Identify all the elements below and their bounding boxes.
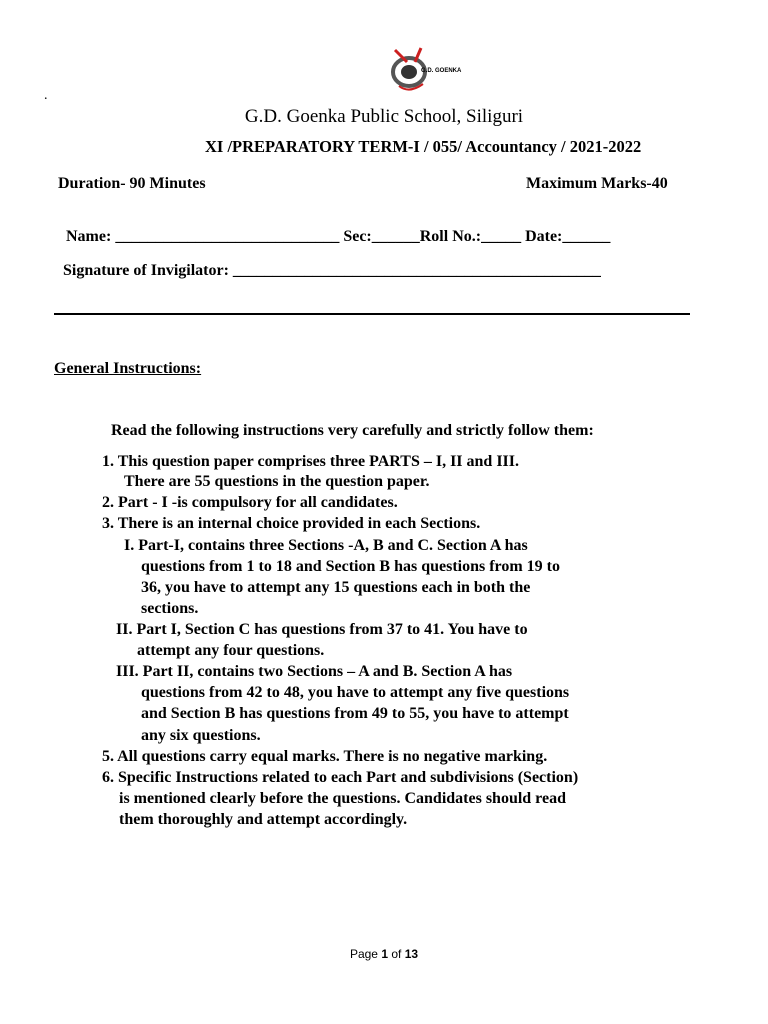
instruction-line: III. Part II, contains two Sections – A and B. Section A has	[116, 663, 513, 680]
instruction-line: them thoroughly and attempt accordingly.	[119, 811, 408, 828]
page-total: 13	[404, 947, 419, 961]
instruction-line: 5. All questions carry equal marks. There is no negative marking.	[102, 748, 548, 765]
instruction-line: II. Part I, Section C has questions from 37 to 41. You have to	[116, 621, 528, 638]
page-prefix: Page	[349, 947, 382, 961]
invigilator-signature-row: Signature of Invigilator: ______________________________________________	[63, 262, 601, 279]
instruction-line: sections.	[141, 600, 199, 617]
student-details-row: Name: ____________________________ Sec:______Roll No.:_____ Date:______	[66, 228, 611, 245]
instruction-line: 2. Part - I -is compulsory for all candidates.	[102, 494, 398, 511]
duration: Duration- 90 Minutes	[58, 175, 206, 192]
logo-text: G.D. GOENKA	[421, 68, 462, 74]
page-current: 1	[381, 947, 388, 961]
school-name: G.D. Goenka Public School, Siliguri	[244, 106, 524, 127]
instruction-line: attempt any four questions.	[137, 642, 325, 659]
instruction-line: questions from 1 to 18 and Section B has questions from 19 to	[141, 558, 561, 575]
instruction-line: 1. This question paper comprises three PARTS – I, II and III.	[102, 453, 519, 470]
page-number	[0, 947, 768, 961]
instruction-line: There are 55 questions in the question paper.	[124, 473, 430, 490]
instruction-line: questions from 42 to 48, you have to attempt any five questions	[141, 684, 570, 701]
instruction-line: 6. Specific Instructions related to each Part and subdivisions (Section)	[102, 769, 579, 786]
instruction-line: any six questions.	[141, 727, 261, 744]
divider-line	[54, 313, 690, 315]
stray-mark: .	[44, 88, 48, 103]
school-logo-icon	[385, 42, 462, 94]
instruction-line: and Section B has questions from 49 to 55, you have to attempt	[141, 705, 569, 722]
general-instructions-heading: General Instructions:	[54, 360, 202, 377]
page-of: of	[388, 947, 405, 961]
maximum-marks: Maximum Marks-40	[526, 175, 668, 192]
instruction-line: 36, you have to attempt any 15 questions each in both the	[141, 579, 531, 596]
exam-title: XI /PREPARATORY TERM-I / 055/ Accountancy / 2021-2022	[205, 137, 642, 156]
instruction-line: I. Part-I, contains three Sections -A, B and C. Section A has	[124, 537, 528, 554]
instruction-line: is mentioned clearly before the questions. Candidates should read	[119, 790, 566, 807]
instruction-line: 3. There is an internal choice provided in each Sections.	[102, 515, 481, 532]
instructions-intro: Read the following instructions very carefully and strictly follow them:	[111, 422, 594, 439]
